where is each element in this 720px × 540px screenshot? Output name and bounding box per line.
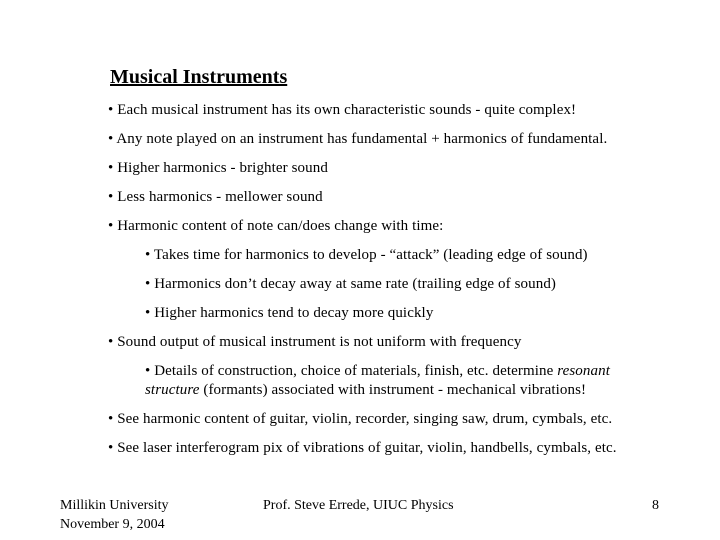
sub-bullet-5c: • Higher harmonics tend to decay more quickly [145,305,434,321]
bullet-2: • Any note played on an instrument has fundamental + harmonics of fundamental. [108,131,608,147]
footer-left [60,496,169,534]
bullet-6: • Sound output of musical instrument is not uniform with frequency [108,334,522,350]
sub-bullet-5a: • Takes time for harmonics to develop - “attack” (leading edge of sound) [145,247,588,263]
bullet-4: • Less harmonics - mellower sound [108,189,323,205]
bullet-7: • See harmonic content of guitar, violin, recorder, singing saw, drum, cymbals, etc. [108,411,613,427]
page-number: 8 [652,498,659,513]
footer-date: November 9, 2004 [60,517,165,532]
bullet-8: • See laser interferogram pix of vibrations of guitar, violin, handbells, cymbals, etc. [108,440,617,456]
bullet-1: • Each musical instrument has its own characteristic sounds - quite complex! [108,102,577,118]
bullet-5: • Harmonic content of note can/does change with time: [108,218,444,234]
sub-bullet-6a-emphasis: resonant structure [145,363,610,398]
sub-bullet-6a-pre: • Details of construction, choice of materials, finish, etc. determine [145,363,558,379]
slide-title: Musical Instruments [110,66,288,88]
footer-institution: Millikin University [60,498,169,513]
sub-bullet-6a-post: (formants) associated with instrument - mechanical vibrations! [199,382,587,398]
sub-bullet-6a [145,362,645,400]
sub-bullet-5b: • Harmonics don’t decay away at same rate (trailing edge of sound) [145,276,557,292]
bullet-3: • Higher harmonics - brighter sound [108,160,328,176]
footer-author: Prof. Steve Errede, UIUC Physics [263,498,454,513]
